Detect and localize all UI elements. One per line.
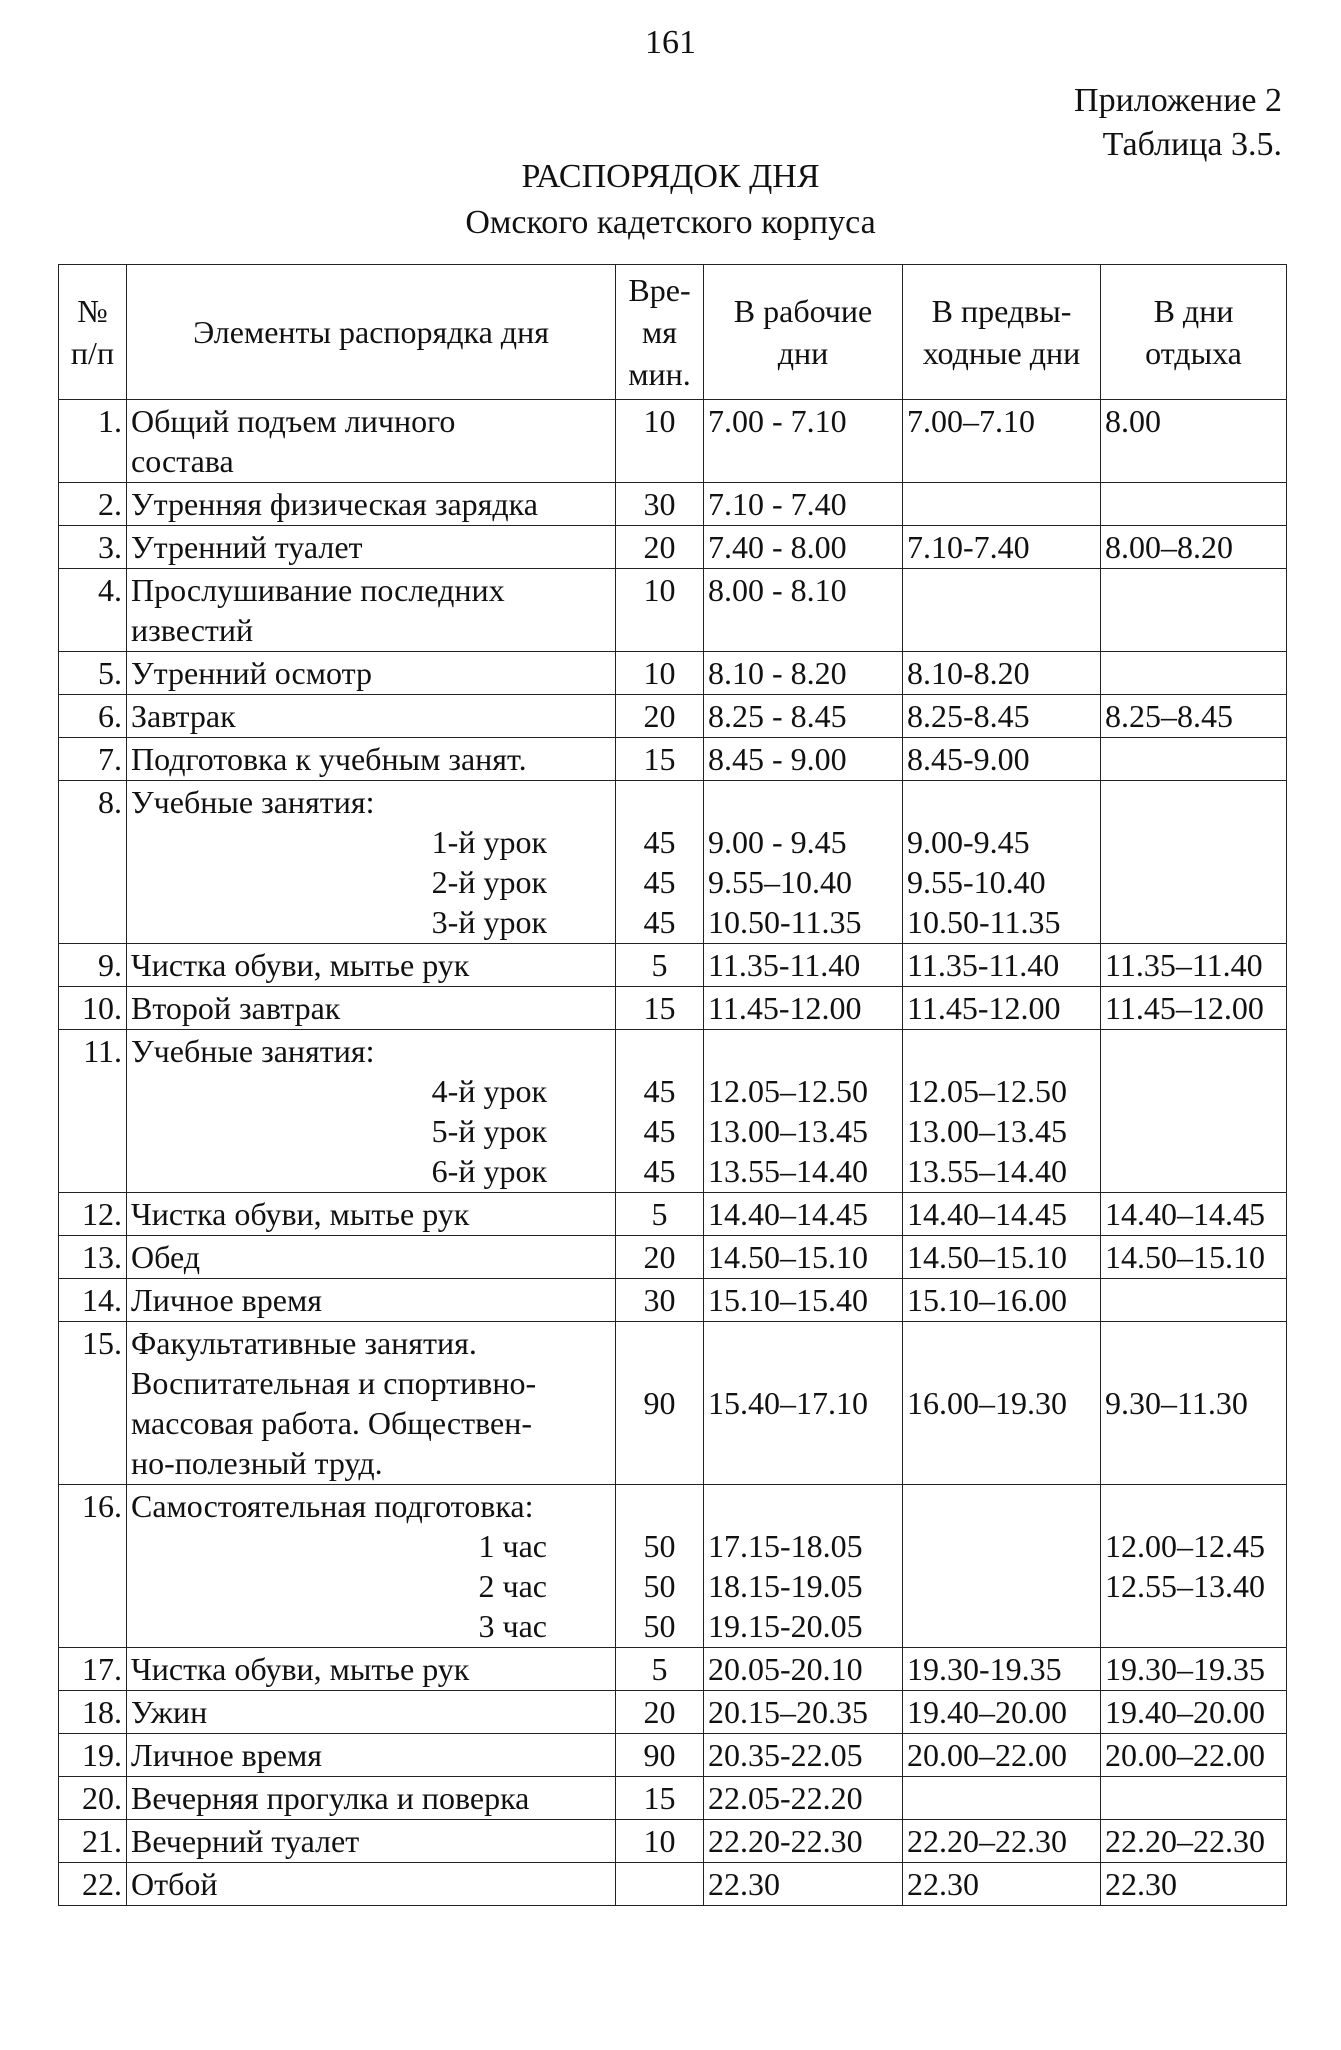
row-workdays: 11.35-11.40: [704, 944, 903, 987]
header-duration: Вре- мя мин.: [616, 265, 704, 400]
row-element-name: Отбой: [127, 1863, 616, 1906]
row-element-name: Личное время: [127, 1279, 616, 1322]
row-workdays: 11.45-12.00: [704, 987, 903, 1030]
row-element-name: Чистка обуви, мытье рук: [127, 1193, 616, 1236]
row-preholidays: 7.00–7.10: [903, 400, 1101, 483]
table-row: [59, 526, 1287, 569]
row-duration: 45 45 45: [616, 781, 704, 944]
row-restdays: 8.00–8.20: [1101, 526, 1287, 569]
row-number: 6.: [59, 695, 127, 738]
row-workdays: 20.05-20.10: [704, 1648, 903, 1691]
schedule-table: [58, 264, 1287, 1906]
lesson-label: 4-й урок: [431, 1073, 547, 1109]
row-preholidays: 12.05–12.50 13.00–13.45 13.55–14.40: [903, 1030, 1101, 1193]
row-duration: 10: [616, 652, 704, 695]
table-row: [59, 695, 1287, 738]
row-preholidays: [903, 483, 1101, 526]
row-preholidays: 20.00–22.00: [903, 1734, 1101, 1777]
row-number: 14.: [59, 1279, 127, 1322]
table-row: [59, 1863, 1287, 1906]
row-restdays: 11.45–12.00: [1101, 987, 1287, 1030]
row-restdays: [1101, 652, 1287, 695]
row-restdays: [1101, 1777, 1287, 1820]
row-workdays: 8.45 - 9.00: [704, 738, 903, 781]
row-number: 19.: [59, 1734, 127, 1777]
row-preholidays: 15.10–16.00: [903, 1279, 1101, 1322]
row-preholidays: 14.50–15.10: [903, 1236, 1101, 1279]
row-number: 18.: [59, 1691, 127, 1734]
row-duration: 50 50 50: [616, 1485, 704, 1648]
appendix-label: Приложение 2: [1074, 82, 1282, 119]
row-number: 2.: [59, 483, 127, 526]
row-preholidays: 7.10-7.40: [903, 526, 1101, 569]
row-restdays: 14.40–14.45: [1101, 1193, 1287, 1236]
row-restdays: [1101, 483, 1287, 526]
row-restdays: 12.00–12.45 12.55–13.40: [1101, 1485, 1287, 1648]
row-duration: [616, 1863, 704, 1906]
row-number: 3.: [59, 526, 127, 569]
table-row: [59, 569, 1287, 652]
row-preholidays: [903, 569, 1101, 652]
row-element-name: Чистка обуви, мытье рук: [127, 1648, 616, 1691]
row-preholidays: [903, 1777, 1101, 1820]
row-preholidays: 19.40–20.00: [903, 1691, 1101, 1734]
table-row: [59, 652, 1287, 695]
row-element-name: Второй завтрак: [127, 987, 616, 1030]
row-restdays: 8.00: [1101, 400, 1287, 483]
row-workdays: 20.35-22.05: [704, 1734, 903, 1777]
row-number: 8.: [59, 781, 127, 944]
table-row: [59, 1485, 1287, 1648]
row-element-name: Ужин: [127, 1691, 616, 1734]
row-number: 20.: [59, 1777, 127, 1820]
row-element-name: Утренняя физическая зарядка: [127, 483, 616, 526]
row-workdays: 8.10 - 8.20: [704, 652, 903, 695]
row-element-name: Учебные занятия: 1-й урок 2-й урок 3-й урок: [127, 781, 616, 944]
header-workdays: В рабочие дни: [704, 265, 903, 400]
page-number: 161: [645, 24, 696, 61]
document-subtitle: Омского кадетского корпуса: [465, 204, 876, 241]
lesson-label: 6-й урок: [431, 1153, 547, 1189]
row-workdays: 7.10 - 7.40: [704, 483, 903, 526]
table-row: [59, 1279, 1287, 1322]
row-preholidays: 11.45-12.00: [903, 987, 1101, 1030]
row-duration: 5: [616, 1193, 704, 1236]
table-row: [59, 1691, 1287, 1734]
row-duration: 10: [616, 569, 704, 652]
row-duration: 15: [616, 738, 704, 781]
row-duration: 10: [616, 1820, 704, 1863]
row-preholidays: 14.40–14.45: [903, 1193, 1101, 1236]
row-workdays: 8.25 - 8.45: [704, 695, 903, 738]
row-restdays: 11.35–11.40: [1101, 944, 1287, 987]
row-workdays: 20.15–20.35: [704, 1691, 903, 1734]
row-duration: 20: [616, 526, 704, 569]
row-number: 21.: [59, 1820, 127, 1863]
table-row: [59, 483, 1287, 526]
row-workdays: 8.00 - 8.10: [704, 569, 903, 652]
row-preholidays: 19.30-19.35: [903, 1648, 1101, 1691]
row-restdays: 14.50–15.10: [1101, 1236, 1287, 1279]
lesson-label: 5-й урок: [431, 1113, 547, 1149]
row-restdays: 9.30–11.30: [1101, 1322, 1287, 1485]
row-preholidays: 22.20–22.30: [903, 1820, 1101, 1863]
row-element-name: Завтрак: [127, 695, 616, 738]
table-row: [59, 1030, 1287, 1193]
row-element-name: Факультативные занятия. Воспитательная и спортивно- массовая работа. Обществен- но-полезный труд.: [127, 1322, 616, 1485]
document-title: РАСПОРЯДОК ДНЯ: [521, 158, 820, 195]
row-workdays: 14.50–15.10: [704, 1236, 903, 1279]
row-restdays: [1101, 1279, 1287, 1322]
row-restdays: [1101, 738, 1287, 781]
row-restdays: 22.20–22.30: [1101, 1820, 1287, 1863]
row-restdays: 22.30: [1101, 1863, 1287, 1906]
row-restdays: [1101, 1030, 1287, 1193]
table-row: [59, 1236, 1287, 1279]
table-row: [59, 944, 1287, 987]
table-row: [59, 1322, 1287, 1485]
row-element-name: Общий подъем личного состава: [127, 400, 616, 483]
row-element-name: Утренний осмотр: [127, 652, 616, 695]
row-duration: 5: [616, 1648, 704, 1691]
row-duration: 5: [616, 944, 704, 987]
row-duration: 20: [616, 1691, 704, 1734]
row-preholidays: 16.00–19.30: [903, 1322, 1101, 1485]
table-row: [59, 987, 1287, 1030]
row-workdays: 22.20-22.30: [704, 1820, 903, 1863]
row-duration: 15: [616, 987, 704, 1030]
row-preholidays: 22.30: [903, 1863, 1101, 1906]
row-number: 17.: [59, 1648, 127, 1691]
header-number: № п/п: [59, 265, 127, 400]
lesson-label: 3 час: [478, 1608, 547, 1644]
row-preholidays: 9.00-9.45 9.55-10.40 10.50-11.35: [903, 781, 1101, 944]
row-preholidays: 11.35-11.40: [903, 944, 1101, 987]
table-row: [59, 781, 1287, 944]
row-duration: 30: [616, 1279, 704, 1322]
row-workdays: 9.00 - 9.45 9.55–10.40 10.50-11.35: [704, 781, 903, 944]
row-number: 9.: [59, 944, 127, 987]
row-element-name: Личное время: [127, 1734, 616, 1777]
schedule-body: [59, 400, 1287, 1906]
table-row: [59, 738, 1287, 781]
row-workdays: 7.00 - 7.10: [704, 400, 903, 483]
row-element-name: Учебные занятия: 4-й урок 5-й урок 6-й урок: [127, 1030, 616, 1193]
row-restdays: 19.30–19.35: [1101, 1648, 1287, 1691]
row-element-name: Вечерняя прогулка и поверка: [127, 1777, 616, 1820]
header-restdays: В дни отдыха: [1101, 265, 1287, 400]
row-duration: 20: [616, 695, 704, 738]
row-element-name: Утренний туалет: [127, 526, 616, 569]
table-row: [59, 400, 1287, 483]
row-number: 7.: [59, 738, 127, 781]
row-duration: 45 45 45: [616, 1030, 704, 1193]
table-row: [59, 1193, 1287, 1236]
row-preholidays: [903, 1485, 1101, 1648]
row-duration: 90: [616, 1734, 704, 1777]
table-number: Таблица 3.5.: [1102, 126, 1282, 163]
row-number: 1.: [59, 400, 127, 483]
row-duration: 20: [616, 1236, 704, 1279]
header-element: Элементы распорядка дня: [127, 265, 616, 400]
row-workdays: 15.10–15.40: [704, 1279, 903, 1322]
row-number: 5.: [59, 652, 127, 695]
header-preholidays: В предвы- ходные дни: [903, 265, 1101, 400]
row-workdays: 22.05-22.20: [704, 1777, 903, 1820]
row-preholidays: 8.25-8.45: [903, 695, 1101, 738]
row-element-name: Чистка обуви, мытье рук: [127, 944, 616, 987]
row-duration: 15: [616, 1777, 704, 1820]
row-number: 4.: [59, 569, 127, 652]
row-workdays: 15.40–17.10: [704, 1322, 903, 1485]
row-element-name: Обед: [127, 1236, 616, 1279]
row-number: 15.: [59, 1322, 127, 1485]
row-element-name: Подготовка к учебным занят.: [127, 738, 616, 781]
row-element-name: Вечерний туалет: [127, 1820, 616, 1863]
row-workdays: 12.05–12.50 13.00–13.45 13.55–14.40: [704, 1030, 903, 1193]
lesson-label: 2 час: [478, 1568, 547, 1604]
row-restdays: 19.40–20.00: [1101, 1691, 1287, 1734]
lesson-label: 1-й урок: [431, 824, 547, 860]
row-duration: 90: [616, 1322, 704, 1485]
row-restdays: [1101, 569, 1287, 652]
table-header-row: [59, 265, 1287, 400]
row-workdays: 7.40 - 8.00: [704, 526, 903, 569]
row-workdays: 17.15-18.05 18.15-19.05 19.15-20.05: [704, 1485, 903, 1648]
row-workdays: 22.30: [704, 1863, 903, 1906]
lesson-label: 3-й урок: [431, 904, 547, 940]
row-duration: 30: [616, 483, 704, 526]
row-element-name: Прослушивание последних известий: [127, 569, 616, 652]
lesson-label: 1 час: [478, 1528, 547, 1564]
row-number: 13.: [59, 1236, 127, 1279]
row-restdays: 20.00–22.00: [1101, 1734, 1287, 1777]
row-number: 10.: [59, 987, 127, 1030]
row-number: 11.: [59, 1030, 127, 1193]
row-number: 16.: [59, 1485, 127, 1648]
row-element-name: Самостоятельная подготовка: 1 час 2 час 3 час: [127, 1485, 616, 1648]
row-restdays: [1101, 781, 1287, 944]
row-restdays: 8.25–8.45: [1101, 695, 1287, 738]
row-preholidays: 8.10-8.20: [903, 652, 1101, 695]
table-row: [59, 1648, 1287, 1691]
table-row: [59, 1820, 1287, 1863]
row-preholidays: 8.45-9.00: [903, 738, 1101, 781]
row-duration: 10: [616, 400, 704, 483]
row-workdays: 14.40–14.45: [704, 1193, 903, 1236]
table-row: [59, 1734, 1287, 1777]
lesson-label: 2-й урок: [431, 864, 547, 900]
row-number: 12.: [59, 1193, 127, 1236]
row-number: 22.: [59, 1863, 127, 1906]
table-row: [59, 1777, 1287, 1820]
